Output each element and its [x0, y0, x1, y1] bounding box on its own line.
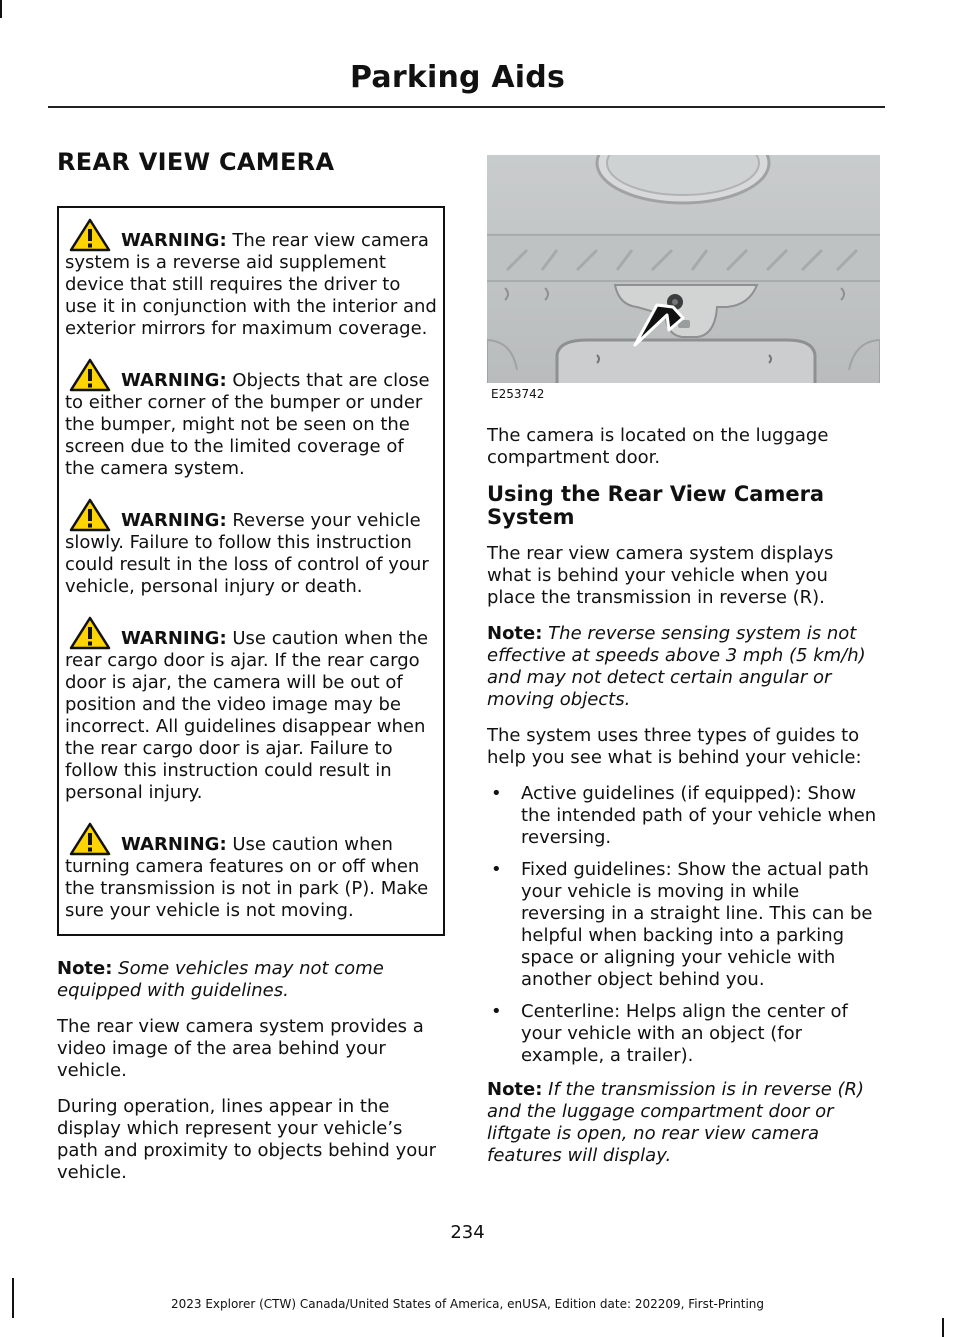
- camera-illustration: [487, 155, 880, 383]
- note-guidelines: [57, 958, 445, 1002]
- warning-triangle-icon: [69, 498, 111, 532]
- crop-mark-top-left: [0, 0, 2, 18]
- paragraph-camera-provides: The rear view camera system provides a video image of the area behind your vehicle.: [57, 1016, 424, 1081]
- list-item-text: Centerline: Helps align the center of your vehicle with an object (for example, a trailer).: [521, 1001, 848, 1066]
- warning-3: [65, 498, 437, 598]
- warning-label: WARNING:: [121, 834, 227, 855]
- page-number: 234: [450, 1222, 485, 1243]
- warning-label: WARNING:: [121, 230, 227, 251]
- rear-camera-location-photo: [487, 155, 880, 383]
- guides-list: [487, 783, 880, 1067]
- note-reverse-sensing: [487, 623, 880, 711]
- warning-5: [65, 822, 437, 922]
- list-item: [487, 859, 880, 991]
- list-item: [487, 783, 880, 849]
- header-rule: [48, 106, 885, 108]
- warning-text: Objects that are close to either corner of the bumper or under the bumper, might not be seen on the screen due to the limited coverage of the camera system.: [65, 370, 430, 479]
- warning-triangle-icon: [69, 358, 111, 392]
- section-title: REAR VIEW CAMERA: [57, 148, 335, 176]
- note-door-open: [487, 1079, 880, 1167]
- warning-text: The rear view camera system is a reverse aid supplement device that still requires the driver to use it in conjunction with the interior and exterior mirrors for maximum coverage.: [65, 230, 437, 339]
- warning-2: [65, 358, 437, 480]
- note-text: The reverse sensing system is not effective at speeds above 3 mph (5 km/h) and may not detect certain angular or moving objects.: [487, 623, 866, 710]
- note-text: If the transmission is in reverse (R) and the luggage compartment door or liftgate is open, no rear view camera features will display.: [487, 1079, 865, 1166]
- note-label: Note:: [487, 1079, 543, 1100]
- note-label: Note:: [57, 958, 113, 979]
- warning-triangle-icon: [69, 616, 111, 650]
- warning-text: Use caution when the rear cargo door is ajar. If the rear cargo door is ajar, the camera will be out of position and the video image may be incorrect. All guidelines disappear when the rear cargo door is ajar. Failure to follow this instruction could result in personal injury.: [65, 628, 429, 803]
- list-item: [487, 1001, 880, 1067]
- right-column: [487, 155, 880, 1181]
- warning-label: WARNING:: [121, 510, 227, 531]
- bullet-icon: •: [491, 859, 502, 880]
- footer-edition-info: 2023 Explorer (CTW) Canada/United States of America, enUSA, Edition date: 202209, First-Printing: [170, 1297, 765, 1311]
- left-column: [57, 148, 445, 1198]
- note-label: Note:: [487, 623, 543, 644]
- page-header-title: Parking Aids: [350, 60, 565, 95]
- note-text: Some vehicles may not come equipped with guidelines.: [57, 958, 384, 1001]
- warning-1: [65, 218, 437, 340]
- paragraph-lines-appear: During operation, lines appear in the display which represent your vehicle’s path and proximity to objects behind your vehicle.: [57, 1096, 437, 1183]
- paragraph-camera-location: The camera is located on the luggage compartment door.: [487, 425, 829, 468]
- warnings-box: [57, 206, 445, 936]
- subheading-using-camera: Using the Rear View Camera System: [487, 482, 825, 529]
- paragraph-three-guides: The system uses three types of guides to help you see what is behind your vehicle:: [487, 725, 862, 768]
- bullet-icon: •: [491, 783, 502, 804]
- warning-text: Use caution when turning camera features on or off when the transmission is not in park (P). Make sure your vehicle is not moving.: [65, 834, 429, 921]
- warning-label: WARNING:: [121, 370, 227, 391]
- list-item-text: Fixed guidelines: Show the actual path your vehicle is moving in while reversing in a straight line. This can be helpful when backing into a parking space or aligning your vehicle with another object behind you.: [521, 859, 873, 990]
- paragraph-system-displays: The rear view camera system displays what is behind your vehicle when you place the transmission in reverse (R).: [487, 543, 834, 608]
- warning-label: WARNING:: [121, 628, 227, 649]
- warning-4: [65, 616, 437, 804]
- crop-mark-bottom-right: [942, 1318, 944, 1337]
- list-item-text: Active guidelines (if equipped): Show the intended path of your vehicle when reversing.: [521, 783, 877, 848]
- bullet-icon: •: [491, 1001, 502, 1022]
- warning-text: Reverse your vehicle slowly. Failure to follow this instruction could result in the loss of control of your vehicle, personal injury or death.: [65, 510, 429, 597]
- figure-id: E253742: [491, 387, 545, 401]
- warning-triangle-icon: [69, 822, 111, 856]
- warning-triangle-icon: [69, 218, 111, 252]
